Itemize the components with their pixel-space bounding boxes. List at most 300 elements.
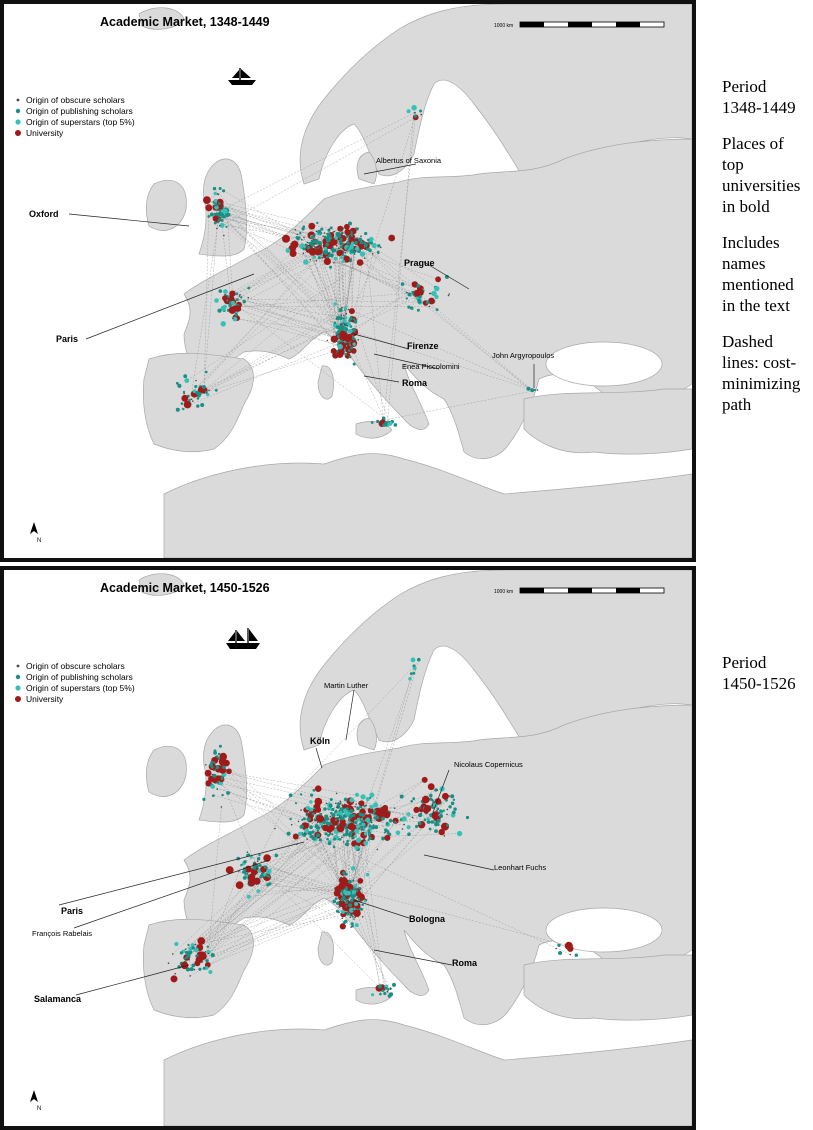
publishing-scholar-point bbox=[311, 830, 314, 833]
superstar-point bbox=[366, 797, 370, 801]
superstar-point bbox=[304, 828, 309, 833]
legend-marker-publishing bbox=[16, 675, 20, 679]
superstar-point bbox=[427, 817, 430, 820]
obscure-scholar-point bbox=[304, 833, 306, 835]
publishing-scholar-point bbox=[530, 388, 534, 392]
publishing-scholar-point bbox=[354, 894, 357, 897]
publishing-scholar-point bbox=[466, 816, 469, 819]
publishing-scholar-point bbox=[389, 819, 393, 823]
label-firenze: Firenze bbox=[407, 341, 439, 351]
publishing-scholar-point bbox=[415, 825, 418, 828]
superstar-point bbox=[355, 246, 360, 251]
publishing-scholar-point bbox=[287, 832, 291, 836]
obscure-scholar-point bbox=[371, 822, 373, 824]
publishing-scholar-point bbox=[326, 243, 329, 246]
obscure-scholar-point bbox=[257, 860, 259, 862]
obscure-scholar-point bbox=[321, 257, 323, 259]
obscure-scholar-point bbox=[366, 899, 368, 901]
obscure-scholar-point bbox=[348, 809, 350, 811]
publishing-scholar-point bbox=[257, 857, 260, 860]
publishing-scholar-point bbox=[362, 904, 364, 906]
university-point bbox=[435, 276, 441, 282]
legend-label-publishing: Origin of publishing scholars bbox=[26, 672, 133, 682]
university-point bbox=[344, 335, 352, 343]
obscure-scholar-point bbox=[352, 838, 354, 840]
obscure-scholar-point bbox=[314, 246, 316, 248]
obscure-scholar-point bbox=[205, 764, 207, 766]
publishing-scholar-point bbox=[368, 248, 372, 252]
publishing-scholar-point bbox=[352, 879, 354, 881]
scale-label: 1000 km bbox=[494, 23, 514, 29]
publishing-scholar-point bbox=[350, 899, 354, 903]
publishing-scholar-point bbox=[335, 897, 338, 900]
publishing-scholar-point bbox=[357, 807, 360, 810]
superstar-point bbox=[174, 942, 178, 946]
publishing-scholar-point bbox=[240, 864, 242, 866]
university-point bbox=[422, 796, 430, 804]
publishing-scholar-point bbox=[526, 387, 530, 391]
university-point bbox=[384, 835, 390, 841]
obscure-scholar-point bbox=[185, 949, 187, 951]
obscure-scholar-point bbox=[380, 247, 382, 249]
publishing-scholar-point bbox=[213, 751, 217, 755]
label-oxford: Oxford bbox=[29, 209, 59, 219]
obscure-scholar-point bbox=[235, 301, 237, 303]
label-koln: Köln bbox=[310, 736, 330, 746]
university-point bbox=[198, 937, 206, 945]
publishing-scholar-point bbox=[452, 811, 456, 815]
publishing-scholar-point bbox=[264, 865, 267, 868]
publishing-scholar-point bbox=[295, 802, 297, 804]
publishing-scholar-point bbox=[413, 672, 416, 675]
superstar-point bbox=[310, 808, 314, 812]
obscure-scholar-point bbox=[340, 802, 342, 804]
publishing-scholar-point bbox=[182, 408, 184, 410]
publishing-scholar-point bbox=[205, 391, 208, 394]
publishing-scholar-point bbox=[418, 821, 422, 825]
publishing-scholar-point bbox=[353, 363, 356, 366]
obscure-scholar-point bbox=[353, 910, 355, 912]
superstar-point bbox=[354, 835, 357, 838]
obscure-scholar-point bbox=[334, 340, 336, 342]
publishing-scholar-point bbox=[317, 827, 320, 830]
obscure-scholar-point bbox=[333, 231, 335, 233]
publishing-scholar-point bbox=[313, 789, 316, 792]
obscure-scholar-point bbox=[310, 259, 312, 261]
obscure-scholar-point bbox=[341, 229, 343, 231]
publishing-scholar-point bbox=[374, 825, 378, 829]
superstar-point bbox=[334, 257, 337, 260]
publishing-scholar-point bbox=[377, 244, 380, 247]
obscure-scholar-point bbox=[221, 806, 223, 808]
obscure-scholar-point bbox=[343, 315, 345, 317]
obscure-scholar-point bbox=[345, 313, 347, 315]
obscure-scholar-point bbox=[172, 953, 174, 955]
publishing-scholar-point bbox=[296, 237, 299, 240]
university-point bbox=[328, 825, 334, 831]
obscure-scholar-point bbox=[201, 948, 203, 950]
publishing-scholar-point bbox=[376, 816, 379, 819]
publishing-scholar-point bbox=[311, 240, 314, 243]
obscure-scholar-point bbox=[345, 252, 347, 254]
publishing-scholar-point bbox=[349, 258, 352, 261]
publishing-scholar-point bbox=[235, 293, 238, 296]
obscure-scholar-point bbox=[436, 810, 438, 812]
legend-marker-superstars bbox=[15, 685, 20, 690]
map-title: Academic Market, 1450-1526 bbox=[100, 581, 270, 595]
publishing-scholar-point bbox=[357, 228, 359, 230]
university-point bbox=[424, 805, 431, 812]
university-point bbox=[339, 877, 345, 883]
obscure-scholar-point bbox=[381, 422, 383, 424]
obscure-scholar-point bbox=[420, 291, 422, 293]
obscure-scholar-point bbox=[300, 809, 302, 811]
publishing-scholar-point bbox=[349, 815, 353, 819]
obscure-scholar-point bbox=[247, 851, 249, 853]
obscure-scholar-point bbox=[444, 835, 446, 837]
obscure-scholar-point bbox=[208, 390, 210, 392]
publishing-scholar-point bbox=[333, 900, 337, 904]
label-copernicus: Nicolaus Copernicus bbox=[454, 760, 523, 769]
obscure-scholar-point bbox=[537, 389, 539, 391]
obscure-scholar-point bbox=[303, 237, 305, 239]
publishing-scholar-point bbox=[358, 898, 360, 900]
publishing-scholar-point bbox=[373, 810, 376, 813]
publishing-scholar-point bbox=[394, 821, 397, 824]
superstar-point bbox=[303, 259, 308, 264]
obscure-scholar-point bbox=[388, 421, 390, 423]
publishing-scholar-point bbox=[368, 834, 371, 837]
note-period-2: Period 1450-1526 bbox=[722, 653, 796, 693]
obscure-scholar-point bbox=[406, 292, 408, 294]
label-albertus: Albertus of Saxonia bbox=[376, 156, 442, 165]
publishing-scholar-point bbox=[364, 243, 368, 247]
publishing-scholar-point bbox=[332, 251, 334, 253]
superstar-point bbox=[256, 889, 260, 893]
publishing-scholar-point bbox=[381, 837, 385, 841]
publishing-scholar-point bbox=[346, 840, 349, 843]
publishing-scholar-point bbox=[333, 838, 336, 841]
superstar-point bbox=[355, 923, 359, 927]
asia-minor bbox=[524, 389, 692, 454]
superstar-point bbox=[354, 902, 358, 906]
publishing-scholar-point bbox=[320, 228, 323, 231]
superstar-point bbox=[298, 832, 302, 836]
publishing-scholar-point bbox=[344, 798, 348, 802]
legend-label-university: University bbox=[26, 128, 64, 138]
map-canvas bbox=[4, 4, 692, 558]
superstar-point bbox=[411, 105, 416, 110]
university-point bbox=[382, 805, 388, 811]
publishing-scholar-point bbox=[337, 316, 339, 318]
publishing-scholar-point bbox=[359, 823, 361, 825]
publishing-scholar-point bbox=[311, 236, 314, 239]
legend-marker-obscure bbox=[17, 665, 20, 668]
obscure-scholar-point bbox=[346, 912, 348, 914]
legend-label-superstars: Origin of superstars (top 5%) bbox=[26, 117, 135, 127]
publishing-scholar-point bbox=[360, 806, 362, 808]
university-point bbox=[433, 811, 439, 817]
obscure-scholar-point bbox=[183, 393, 185, 395]
university-point bbox=[344, 229, 350, 235]
publishing-scholar-point bbox=[198, 392, 202, 396]
obscure-scholar-point bbox=[555, 948, 557, 950]
publishing-scholar-point bbox=[303, 817, 306, 820]
superstar-point bbox=[407, 812, 411, 816]
publishing-scholar-point bbox=[434, 829, 438, 833]
obscure-scholar-point bbox=[402, 828, 404, 830]
obscure-scholar-point bbox=[360, 235, 362, 237]
superstar-point bbox=[369, 793, 374, 798]
publishing-scholar-point bbox=[416, 284, 420, 288]
obscure-scholar-point bbox=[188, 959, 190, 961]
obscure-scholar-point bbox=[345, 806, 347, 808]
publishing-scholar-point bbox=[417, 309, 420, 312]
obscure-scholar-point bbox=[174, 973, 176, 975]
legend-marker-obscure bbox=[17, 99, 20, 102]
publishing-scholar-point bbox=[364, 232, 367, 235]
publishing-scholar-point bbox=[401, 282, 405, 286]
obscure-scholar-point bbox=[315, 819, 317, 821]
obscure-scholar-point bbox=[364, 898, 366, 900]
superstar-point bbox=[306, 806, 310, 810]
obscure-scholar-point bbox=[259, 881, 261, 883]
publishing-scholar-point bbox=[448, 805, 451, 808]
publishing-scholar-point bbox=[453, 807, 456, 810]
superstar-point bbox=[222, 209, 228, 215]
publishing-scholar-point bbox=[408, 293, 410, 295]
publishing-scholar-point bbox=[437, 819, 441, 823]
note-names: Includes names mentioned in the text bbox=[722, 233, 794, 315]
publishing-scholar-point bbox=[349, 356, 352, 359]
superstar-point bbox=[457, 831, 462, 836]
publishing-scholar-point bbox=[222, 189, 225, 192]
publishing-scholar-point bbox=[354, 320, 358, 324]
university-point bbox=[282, 235, 290, 243]
obscure-scholar-point bbox=[436, 789, 438, 791]
publishing-scholar-point bbox=[344, 920, 348, 924]
superstar-point bbox=[221, 321, 226, 326]
publishing-scholar-point bbox=[344, 327, 348, 331]
obscure-scholar-point bbox=[306, 813, 308, 815]
obscure-scholar-point bbox=[222, 206, 224, 208]
publishing-scholar-point bbox=[219, 745, 222, 748]
publishing-scholar-point bbox=[242, 871, 245, 874]
superstar-point bbox=[341, 910, 345, 914]
publishing-scholar-point bbox=[360, 820, 363, 823]
note-dashed-lines: Dashed lines: cost- minimizing path bbox=[722, 332, 801, 414]
publishing-scholar-point bbox=[348, 903, 352, 907]
publishing-scholar-point bbox=[235, 313, 238, 316]
publishing-scholar-point bbox=[335, 819, 337, 821]
superstar-point bbox=[353, 342, 356, 345]
obscure-scholar-point bbox=[310, 814, 312, 816]
publishing-scholar-point bbox=[348, 222, 352, 226]
university-point bbox=[359, 800, 365, 806]
north-label: N bbox=[37, 1106, 42, 1112]
university-point bbox=[439, 829, 445, 835]
obscure-scholar-point bbox=[344, 324, 346, 326]
publishing-scholar-point bbox=[216, 213, 219, 216]
obscure-scholar-point bbox=[343, 826, 345, 828]
superstar-point bbox=[408, 677, 412, 681]
publishing-scholar-point bbox=[300, 793, 302, 795]
publishing-scholar-point bbox=[349, 834, 352, 837]
publishing-scholar-point bbox=[418, 300, 421, 303]
publishing-scholar-point bbox=[354, 821, 357, 824]
obscure-scholar-point bbox=[394, 807, 396, 809]
university-point bbox=[331, 348, 337, 354]
asia-minor bbox=[524, 955, 692, 1020]
publishing-scholar-point bbox=[352, 336, 355, 339]
publishing-scholar-point bbox=[389, 992, 393, 996]
publishing-scholar-point bbox=[328, 842, 332, 846]
obscure-scholar-point bbox=[217, 193, 219, 195]
map-canvas bbox=[4, 570, 692, 1126]
publishing-scholar-point bbox=[335, 810, 337, 812]
obscure-scholar-point bbox=[384, 832, 386, 834]
publishing-scholar-point bbox=[218, 202, 221, 205]
publishing-scholar-point bbox=[212, 774, 216, 778]
publishing-scholar-point bbox=[212, 794, 215, 797]
publishing-scholar-point bbox=[336, 902, 339, 905]
publishing-scholar-point bbox=[205, 371, 208, 374]
superstar-point bbox=[354, 845, 359, 850]
label-salamanca: Salamanca bbox=[34, 994, 82, 1004]
obscure-scholar-point bbox=[333, 262, 335, 264]
obscure-scholar-point bbox=[390, 987, 392, 989]
map-panel-1450-1526 bbox=[0, 566, 696, 1130]
publishing-scholar-point bbox=[312, 812, 315, 815]
publishing-scholar-point bbox=[190, 967, 194, 971]
obscure-scholar-point bbox=[344, 804, 346, 806]
publishing-scholar-point bbox=[369, 825, 372, 828]
publishing-scholar-point bbox=[311, 835, 314, 838]
publishing-scholar-point bbox=[334, 322, 336, 324]
legend-marker-university bbox=[15, 696, 21, 702]
superstar-point bbox=[266, 869, 272, 875]
label-luther: Martin Luther bbox=[324, 681, 369, 690]
publishing-scholar-point bbox=[183, 374, 187, 378]
publishing-scholar-point bbox=[177, 384, 181, 388]
university-point bbox=[331, 336, 338, 343]
superstar-point bbox=[247, 895, 251, 899]
publishing-scholar-point bbox=[432, 800, 434, 802]
label-rabelais: François Rabelais bbox=[32, 929, 93, 938]
university-point bbox=[357, 259, 364, 266]
obscure-scholar-point bbox=[446, 814, 448, 816]
publishing-scholar-point bbox=[335, 232, 339, 236]
publishing-scholar-point bbox=[301, 819, 303, 821]
obscure-scholar-point bbox=[338, 247, 340, 249]
publishing-scholar-point bbox=[207, 215, 210, 218]
publishing-scholar-point bbox=[431, 820, 434, 823]
university-point bbox=[229, 307, 236, 314]
superstar-point bbox=[363, 841, 368, 846]
obscure-scholar-point bbox=[429, 293, 431, 295]
publishing-scholar-point bbox=[327, 834, 330, 837]
university-point bbox=[337, 250, 343, 256]
publishing-scholar-point bbox=[188, 399, 191, 402]
obscure-scholar-point bbox=[346, 827, 348, 829]
publishing-scholar-point bbox=[339, 308, 343, 312]
publishing-scholar-point bbox=[202, 798, 205, 801]
publishing-scholar-point bbox=[203, 967, 206, 970]
publishing-scholar-point bbox=[316, 222, 318, 224]
obscure-scholar-point bbox=[208, 953, 210, 955]
publishing-scholar-point bbox=[453, 799, 455, 801]
label-fuchs: Leonhart Fuchs bbox=[494, 863, 547, 872]
publishing-scholar-point bbox=[301, 227, 304, 230]
publishing-scholar-point bbox=[558, 951, 562, 955]
publishing-scholar-point bbox=[221, 794, 223, 796]
obscure-scholar-point bbox=[257, 868, 259, 870]
publishing-scholar-point bbox=[226, 791, 230, 795]
label-argyropoulos: John Argyropoulos bbox=[492, 351, 555, 360]
obscure-scholar-point bbox=[219, 225, 221, 227]
university-point bbox=[203, 196, 211, 204]
obscure-scholar-point bbox=[344, 898, 346, 900]
obscure-scholar-point bbox=[367, 247, 369, 249]
obscure-scholar-point bbox=[274, 828, 276, 830]
publishing-scholar-point bbox=[437, 808, 440, 811]
publishing-scholar-point bbox=[342, 871, 346, 875]
obscure-scholar-point bbox=[353, 810, 355, 812]
publishing-scholar-point bbox=[383, 992, 386, 995]
superstar-point bbox=[360, 251, 365, 256]
publishing-scholar-point bbox=[299, 232, 301, 234]
publishing-scholar-point bbox=[446, 824, 449, 827]
publishing-scholar-point bbox=[350, 889, 352, 891]
university-point bbox=[349, 308, 355, 314]
obscure-scholar-point bbox=[291, 824, 293, 826]
university-point bbox=[353, 909, 361, 917]
publishing-scholar-point bbox=[350, 346, 353, 349]
obscure-scholar-point bbox=[387, 991, 389, 993]
obscure-scholar-point bbox=[195, 380, 197, 382]
publishing-scholar-point bbox=[330, 226, 333, 229]
obscure-scholar-point bbox=[343, 235, 345, 237]
obscure-scholar-point bbox=[217, 788, 219, 790]
obscure-scholar-point bbox=[341, 315, 343, 317]
obscure-scholar-point bbox=[220, 206, 222, 208]
obscure-scholar-point bbox=[339, 881, 341, 883]
label-paris: Paris bbox=[61, 906, 84, 916]
publishing-scholar-point bbox=[198, 968, 201, 971]
publishing-scholar-point bbox=[191, 964, 195, 968]
university-point bbox=[334, 890, 341, 897]
obscure-scholar-point bbox=[358, 814, 360, 816]
obscure-scholar-point bbox=[239, 294, 241, 296]
university-point bbox=[316, 814, 324, 822]
black-sea bbox=[546, 342, 662, 386]
publishing-scholar-point bbox=[311, 243, 314, 246]
superstar-point bbox=[373, 802, 378, 807]
publishing-scholar-point bbox=[329, 804, 333, 808]
university-point bbox=[315, 785, 322, 792]
obscure-scholar-point bbox=[222, 202, 224, 204]
obscure-scholar-point bbox=[447, 809, 449, 811]
superstar-point bbox=[366, 873, 370, 877]
obscure-scholar-point bbox=[343, 318, 345, 320]
label-piccolomini: Enea Piccolomini bbox=[402, 362, 460, 371]
obscure-scholar-point bbox=[337, 806, 339, 808]
publishing-scholar-point bbox=[344, 353, 347, 356]
obscure-scholar-point bbox=[327, 340, 329, 342]
publishing-scholar-point bbox=[434, 822, 438, 826]
obscure-scholar-point bbox=[221, 780, 223, 782]
publishing-scholar-point bbox=[213, 187, 216, 190]
